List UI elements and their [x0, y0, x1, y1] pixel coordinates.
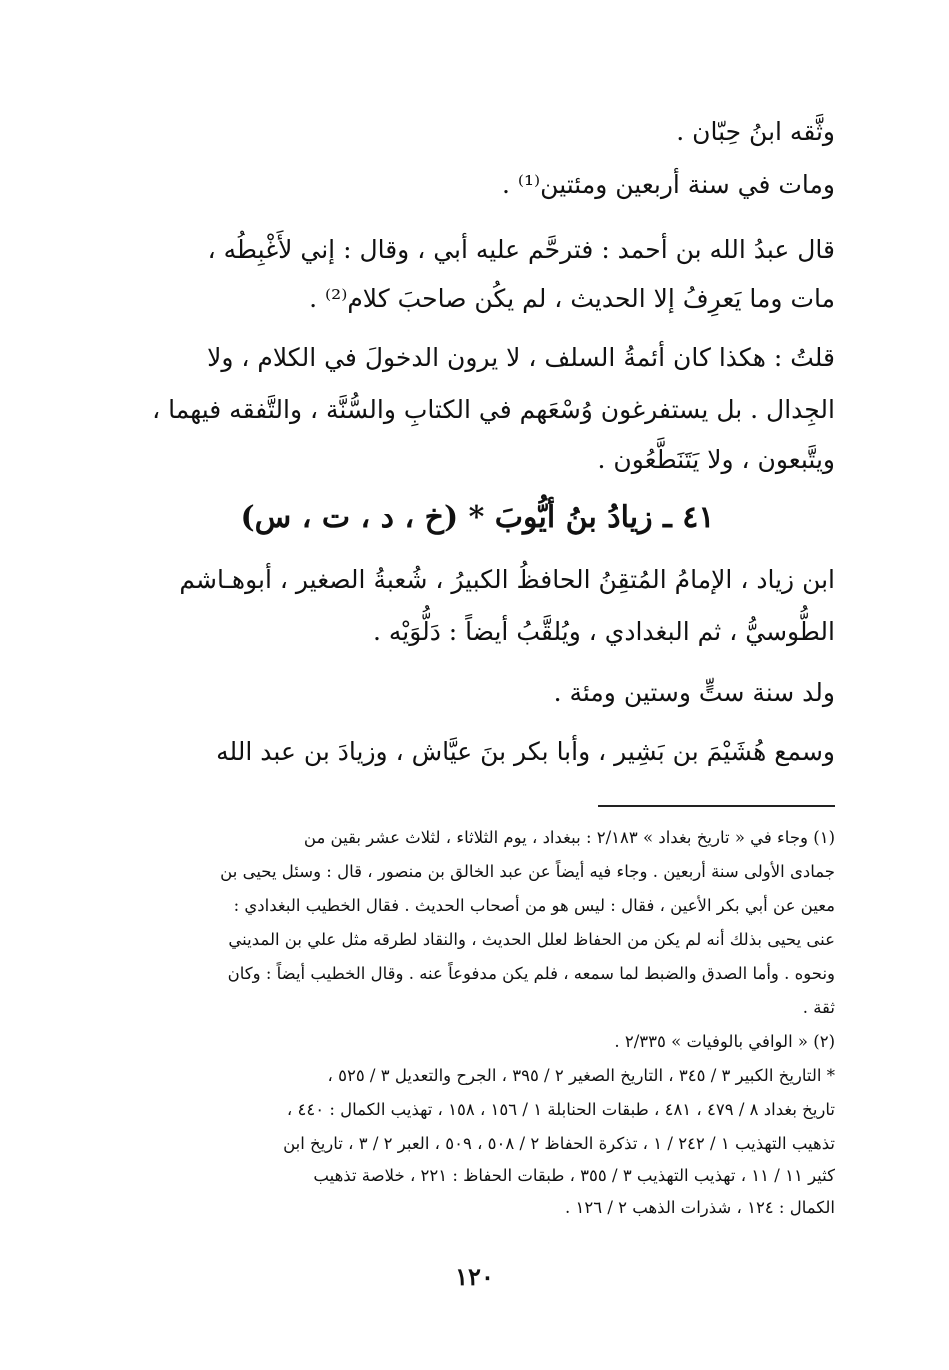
- text-line: ومات في سنة أربعين ومئتين⁽¹⁾ .: [501, 170, 835, 199]
- sources-line: تاريخ بغداد ٨ / ٤٧٩ ، ٤٨١ ، طبقات الحنابلة ١ / ١٥٦ ، ١٥٨ ، تهذيب الكمال : ٤٤٠ ،: [286, 1100, 835, 1119]
- footnote-line: معين عن أبي بكر الأعين ، فقال : ليس هو من أصحاب الحديث . فقال الخطيب البغدادي :: [233, 896, 835, 915]
- sources-line: * التاريخ الكبير ٣ / ٣٤٥ ، التاريخ الصغير ٢ / ٣٩٥ ، الجرح والتعديل ٣ / ٥٢٥ ،: [327, 1066, 835, 1085]
- paragraph-line: ويتَّبعون ، ولا يَتَنَطَّعُون .: [597, 445, 835, 474]
- biography-heading: ٤١ ـ زيادُ بنُ أيُّوبَ * (خ ، د ، ت ، س): [240, 500, 715, 535]
- footnote-line: ونحوه . وأما الصدق والضبط لما سمعه ، فلم يكن مدفوعاً عنه . وقال الخطيب أيضاً : وكان: [227, 964, 835, 983]
- paragraph-line: قلتُ : هكذا كان أئمةُ السلف ، لا يرون الدخولَ في الكلام ، ولا: [207, 343, 835, 372]
- biography-line: الطُّوسيُّ ، ثم البغدادي ، ويُلقَّبُ أيضاً : دَلُّوَيْه .: [372, 617, 835, 646]
- sources-line: الكمال : ١٢٤ ، شذرات الذهب ٢ / ١٢٦ .: [564, 1198, 835, 1217]
- page-number: ١٢٠: [455, 1262, 494, 1291]
- footnote-line: ثقة .: [802, 998, 835, 1017]
- sources-line: كثير ١١ / ١١ ، تهذيب التهذيب ٣ / ٣٥٥ ، طبقات الحفاظ : ٢٢١ ، خلاصة تذهيب: [313, 1166, 835, 1185]
- footnote-line: (٢) « الوافي بالوفيات » ٢/٣٣٥ .: [614, 1032, 835, 1051]
- footnote-separator: [598, 805, 835, 807]
- biography-line: ابن زياد ، الإمامُ المُتقِنُ الحافظُ الكبيرُ ، شُعبةُ الصغير ، أبوهـاشم: [179, 565, 835, 594]
- footnote-line: جمادى الأولى سنة أربعين . وجاء فيه أيضاً عن عبد الخالق بن منصور ، قال : وسئل يحيى بن: [220, 862, 835, 881]
- paragraph-line: قال عبدُ الله بن أحمد : فترحَّم عليه أبي ، وقال : إني لأَغْبِطُه ،: [207, 235, 835, 264]
- biography-line: وسمع هُشَيْمَ بن بَشِير ، وأبا بكر بنَ عيَّاش ، وزيادَ بن عبد الله: [216, 737, 835, 766]
- paragraph-line: الجِدال . بل يستفرغون وُسْعَهم في الكتابِ والسُّنَّة ، والتَّفقه فيهما ،: [152, 395, 835, 424]
- paragraph-line: مات وما يَعرِفُ إلا الحديث ، لم يكُن صاحبَ كلام⁽²⁾ .: [309, 284, 835, 313]
- footnote-line: عنى يحيى بذلك أنه لم يكن من الحفاظ لعلل الحديث ، والنقاد لطرقه مثل علي بن المديني: [228, 930, 835, 949]
- footnote-line: (١) وجاء في « تاريخ بغداد » ٢/١٨٣ : ببغداد ، يوم الثلاثاء ، لثلاث عشر بقين من: [303, 828, 835, 847]
- text-line: وثَّقه ابنُ حِبّان .: [676, 117, 835, 146]
- biography-line: ولد سنة ستٍّ وستين ومئة .: [553, 678, 835, 707]
- sources-line: تذهيب التهذيب ١ / ٢٤٢ / ١ ، تذكرة الحفاظ ٢ / ٥٠٨ ، ٥٠٩ ، العبر ٢ / ٣ ، تاريخ ابن: [283, 1134, 835, 1153]
